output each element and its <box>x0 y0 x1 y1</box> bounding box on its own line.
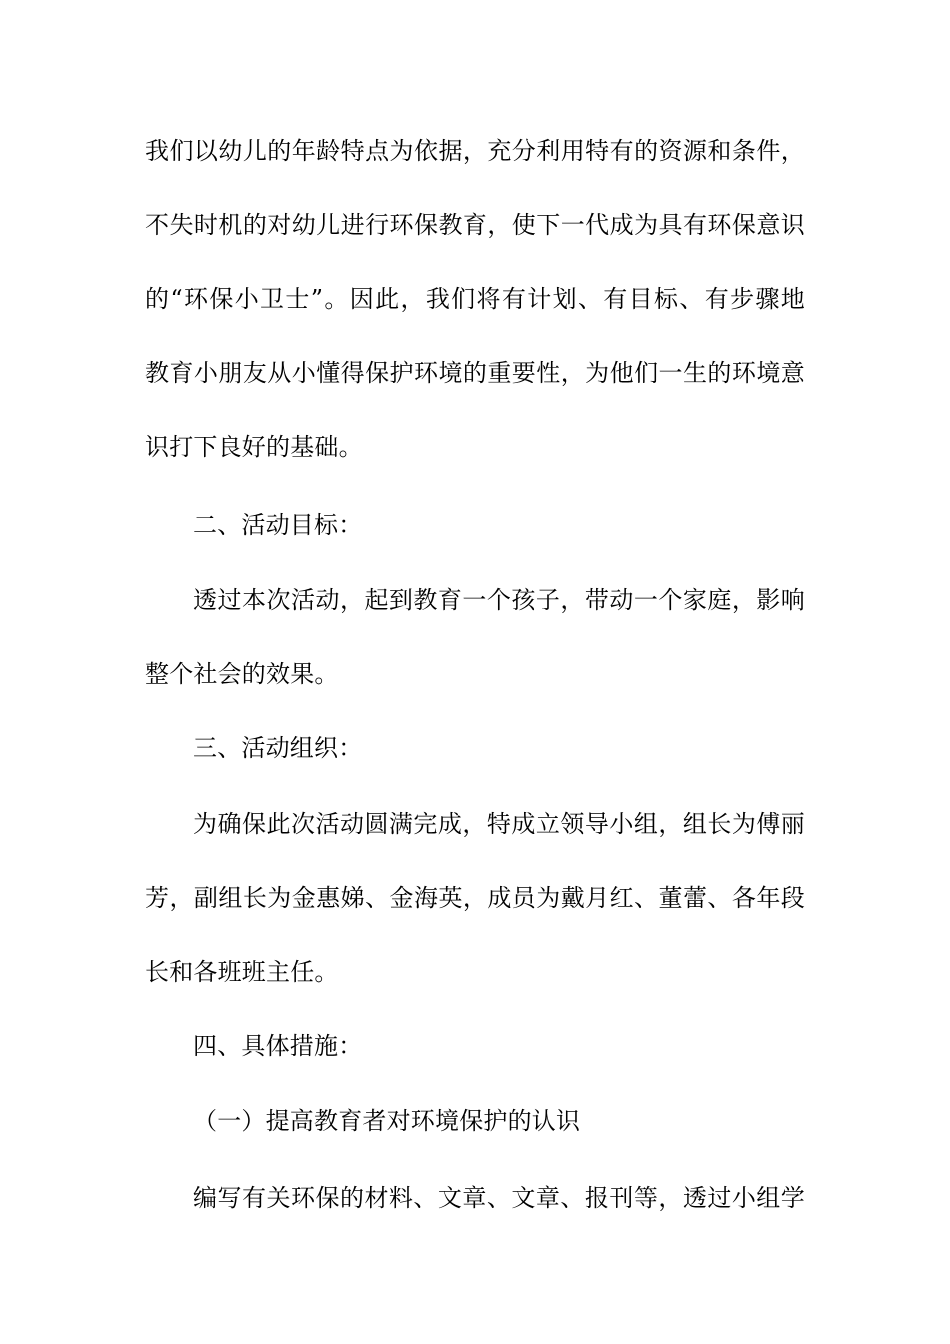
paragraph-line: 芳，副组长为金惠娣、金海英，成员为戴月红、董蕾、各年段 <box>145 884 805 912</box>
paragraph-line: 我们以幼儿的年龄特点为依据，充分利用特有的资源和条件， <box>145 137 805 165</box>
section-heading: 二、活动目标： <box>193 511 363 539</box>
section-heading: 四、具体措施： <box>193 1032 363 1060</box>
paragraph-line: 识打下良好的基础。 <box>145 433 363 461</box>
paragraph-line: 编写有关环保的材料、文章、文章、报刊等，透过小组学 <box>193 1184 805 1212</box>
paragraph-line: 整个社会的效果。 <box>145 660 339 688</box>
paragraph-line: 为确保此次活动圆满完成，特成立领导小组，组长为傅丽 <box>193 810 805 838</box>
paragraph-line: 长和各班班主任。 <box>145 958 339 986</box>
paragraph-line: 透过本次活动，起到教育一个孩子，带动一个家庭，影响 <box>193 586 805 614</box>
paragraph-line: 的“环保小卫士”。因此，我们将有计划、有目标、有步骤地 <box>145 285 805 313</box>
paragraph-line: 教育小朋友从小懂得保护环境的重要性，为他们一生的环境意 <box>145 359 805 387</box>
section-heading: 三、活动组织： <box>193 734 363 762</box>
paragraph-line: 不失时机的对幼儿进行环保教育，使下一代成为具有环保意识 <box>145 211 805 239</box>
subsection-heading: （一）提高教育者对环境保护的认识 <box>193 1107 581 1135</box>
